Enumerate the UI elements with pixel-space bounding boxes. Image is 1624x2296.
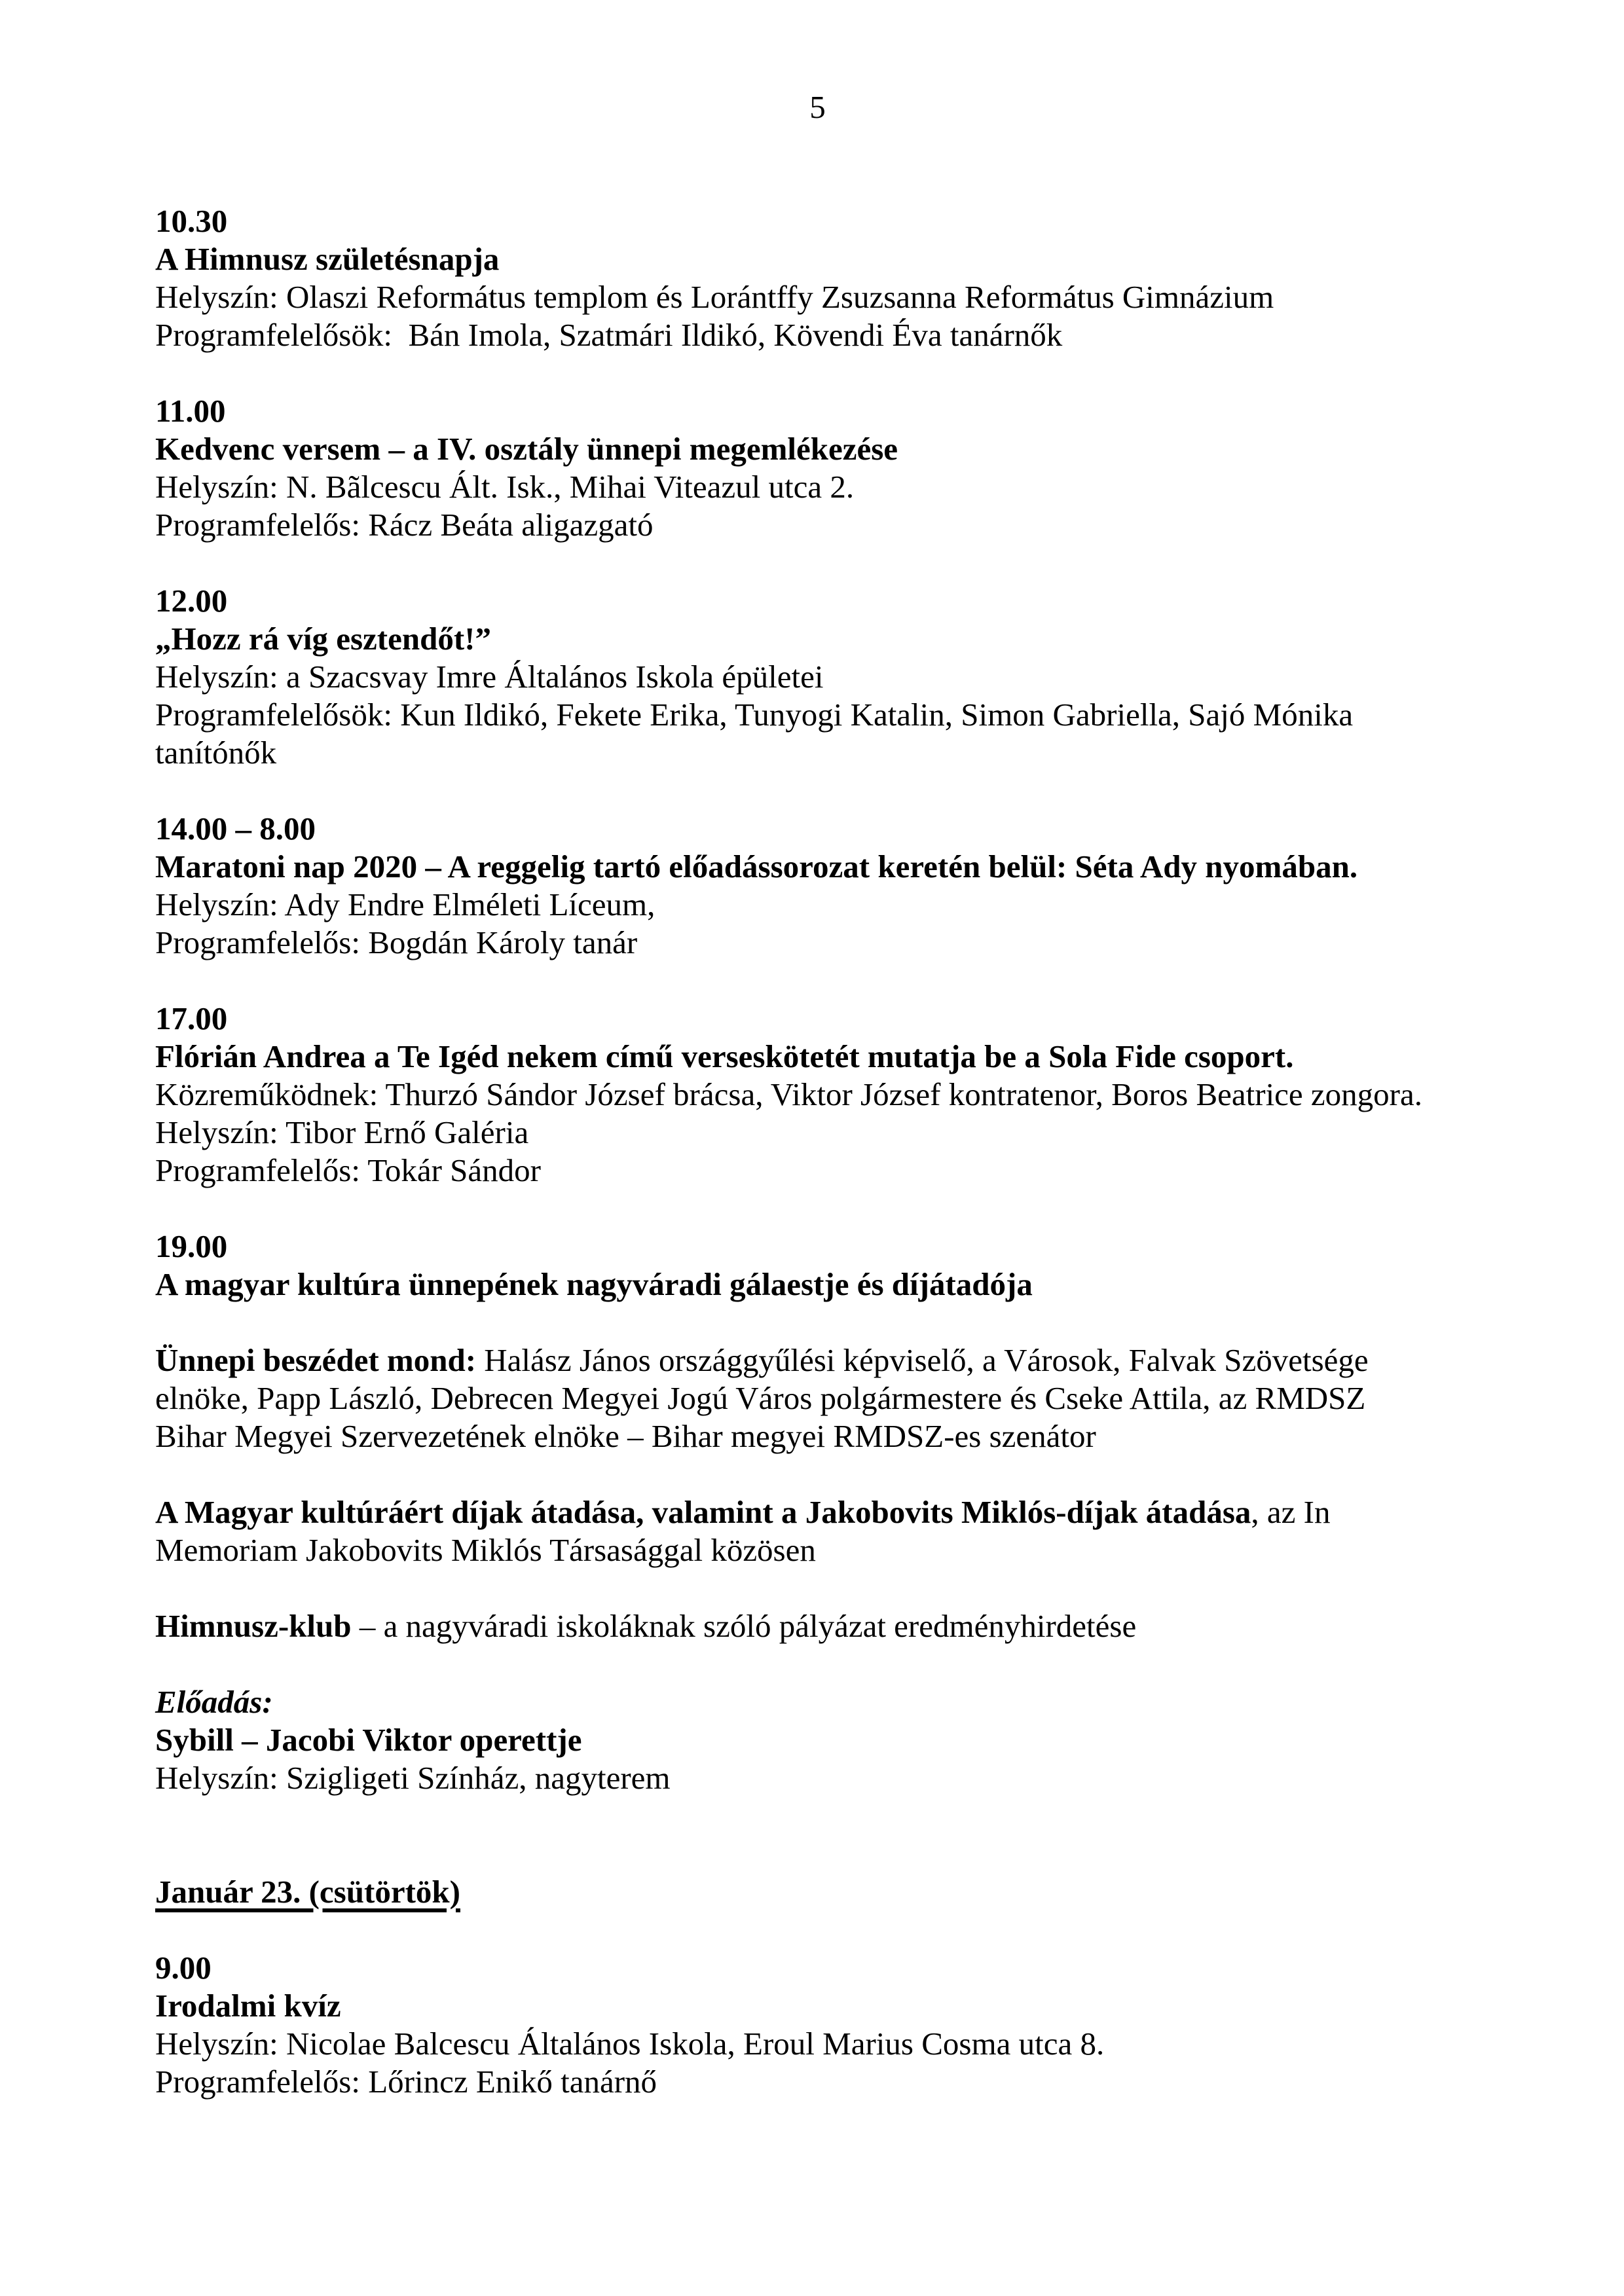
text-line	[155, 430, 1480, 468]
text-line	[155, 1759, 1480, 1797]
text-line	[155, 1000, 1480, 1038]
text-run: Közreműködnek: Thurzó Sándor József brácsa, Viktor József kontratenor, Boros Beatrice zongora.	[155, 1076, 1422, 1112]
paragraph-eloadas-sybill	[155, 1683, 1480, 1797]
text-run: 19.00	[155, 1228, 228, 1264]
text-run: Sybill – Jacobi Viktor operettje	[155, 1722, 582, 1758]
text-run: Előadás:	[155, 1684, 273, 1720]
text-run: tanítónők	[155, 735, 277, 771]
day-heading-januar-23	[155, 1873, 1480, 1911]
text-run: Kedvenc versem – a IV. osztály ünnepi megemlékezése	[155, 431, 898, 467]
text-run: Helyszín: a Szacsvay Imre Általános Iskola épületei	[155, 659, 824, 695]
text-line	[155, 924, 1480, 962]
text-line	[155, 1607, 1480, 1645]
text-run: 11.00	[155, 393, 226, 429]
page-number: 5	[809, 89, 826, 125]
event-irodalmi-kviz	[155, 1949, 1480, 2101]
text-line	[155, 1987, 1480, 2025]
event-himnusz-szuletesnapja	[155, 202, 1480, 354]
text-line	[155, 1721, 1480, 1759]
text-line	[155, 468, 1480, 506]
text-line	[155, 1873, 1480, 1911]
text-run: 12.00	[155, 583, 228, 619]
text-run: Programfelelős: Rácz Beáta aligazgató	[155, 507, 654, 543]
text-run: „Hozz rá víg esztendőt!”	[155, 621, 491, 657]
event-maratoni-nap	[155, 810, 1480, 962]
event-hozz-ra-vig-esztendot	[155, 582, 1480, 772]
text-line	[155, 1076, 1480, 1114]
text-line	[155, 1493, 1480, 1531]
text-line	[155, 1114, 1480, 1152]
text-line	[155, 1683, 1480, 1721]
text-run: , az In	[1251, 1494, 1331, 1530]
text-line	[155, 1417, 1480, 1455]
text-line	[155, 658, 1480, 696]
text-run: Programfelelős: Tokár Sándor	[155, 1152, 541, 1188]
event-kedvenc-versem	[155, 392, 1480, 544]
text-line	[155, 2063, 1480, 2101]
paragraph-unnepi-beszed	[155, 1341, 1480, 1455]
text-line	[155, 240, 1480, 278]
text-line	[155, 1152, 1480, 1190]
text-line	[155, 1379, 1480, 1417]
text-run: Memoriam Jakobovits Miklós Társasággal közösen	[155, 1532, 816, 1568]
text-run: Helyszín: Ady Endre Elméleti Líceum,	[155, 886, 655, 922]
text-run: 10.30	[155, 203, 228, 239]
text-run: – a nagyváradi iskoláknak szóló pályázat eredményhirdetése	[351, 1608, 1137, 1644]
text-line	[155, 316, 1480, 354]
text-line	[155, 1266, 1480, 1303]
text-run: Irodalmi kvíz	[155, 1988, 341, 2024]
text-line	[155, 392, 1480, 430]
text-run: Helyszín: Olaszi Református templom és Lorántffy Zsuzsanna Református Gimnázium	[155, 279, 1274, 315]
text-line	[155, 202, 1480, 240]
text-line	[155, 620, 1480, 658]
text-line	[155, 278, 1480, 316]
text-line	[155, 1228, 1480, 1266]
text-line	[155, 734, 1480, 772]
text-run: 14.00 – 8.00	[155, 811, 316, 847]
text-run: Programfelelős: Bogdán Károly tanár	[155, 924, 638, 960]
text-run: Programfelelősök: Bán Imola, Szatmári Ildikó, Kövendi Éva tanárnők	[155, 317, 1063, 353]
text-line	[155, 1531, 1480, 1569]
text-line	[155, 582, 1480, 620]
event-galaest	[155, 1228, 1480, 1303]
text-line	[155, 1949, 1480, 1987]
document-body	[155, 202, 1480, 2101]
text-run: elnöke, Papp László, Debrecen Megyei Jogú Város polgármestere és Cseke Attila, az RMDSZ	[155, 1380, 1366, 1416]
paragraph-dijak-atadasa	[155, 1493, 1480, 1569]
text-run: 9.00	[155, 1950, 212, 1986]
text-line	[155, 696, 1480, 734]
text-line	[155, 848, 1480, 886]
text-line	[155, 1038, 1480, 1076]
paragraph-himnusz-klub	[155, 1607, 1480, 1645]
text-run: Helyszín: N. Bãlcescu Ált. Isk., Mihai Viteazul utca 2.	[155, 469, 855, 505]
text-run: A Magyar kultúráért díjak átadása, valamint a Jakobovits Miklós-díjak átadása	[155, 1494, 1251, 1530]
event-florian-andrea	[155, 1000, 1480, 1190]
text-run: Január 23. (csütörtök)	[155, 1874, 460, 1910]
text-run: Flórián Andrea a Te Igéd nekem című verseskötetét mutatja be a Sola Fide csoport.	[155, 1038, 1294, 1074]
text-run: Programfelelős: Lőrincz Enikő tanárnő	[155, 2064, 657, 2100]
text-run: Ünnepi beszédet mond:	[155, 1342, 477, 1378]
text-run: Helyszín: Nicolae Balcescu Általános Iskola, Eroul Marius Cosma utca 8.	[155, 2026, 1105, 2062]
text-run: Programfelelősök: Kun Ildikó, Fekete Erika, Tunyogi Katalin, Simon Gabriella, Sajó Mónika	[155, 697, 1354, 733]
text-run: Himnusz-klub	[155, 1608, 352, 1644]
text-line	[155, 506, 1480, 544]
text-run: 17.00	[155, 1000, 228, 1036]
text-run: Helyszín: Szigligeti Színház, nagyterem	[155, 1760, 671, 1796]
text-run: Bihar Megyei Szervezetének elnöke – Bihar megyei RMDSZ-es szenátor	[155, 1418, 1096, 1454]
text-line	[155, 810, 1480, 848]
text-run: A magyar kultúra ünnepének nagyváradi gálaestje és díjátadója	[155, 1266, 1033, 1302]
text-run: Maratoni nap 2020 – A reggelig tartó előadássorozat keretén belül: Séta Ady nyomában.	[155, 848, 1358, 884]
text-run: A Himnusz születésnapja	[155, 241, 500, 277]
text-run: Helyszín: Tibor Ernő Galéria	[155, 1114, 529, 1150]
text-run: Halász János országgyűlési képviselő, a Városok, Falvak Szövetsége	[476, 1342, 1369, 1378]
text-line	[155, 2025, 1480, 2063]
text-line	[155, 886, 1480, 924]
text-line	[155, 1341, 1480, 1379]
